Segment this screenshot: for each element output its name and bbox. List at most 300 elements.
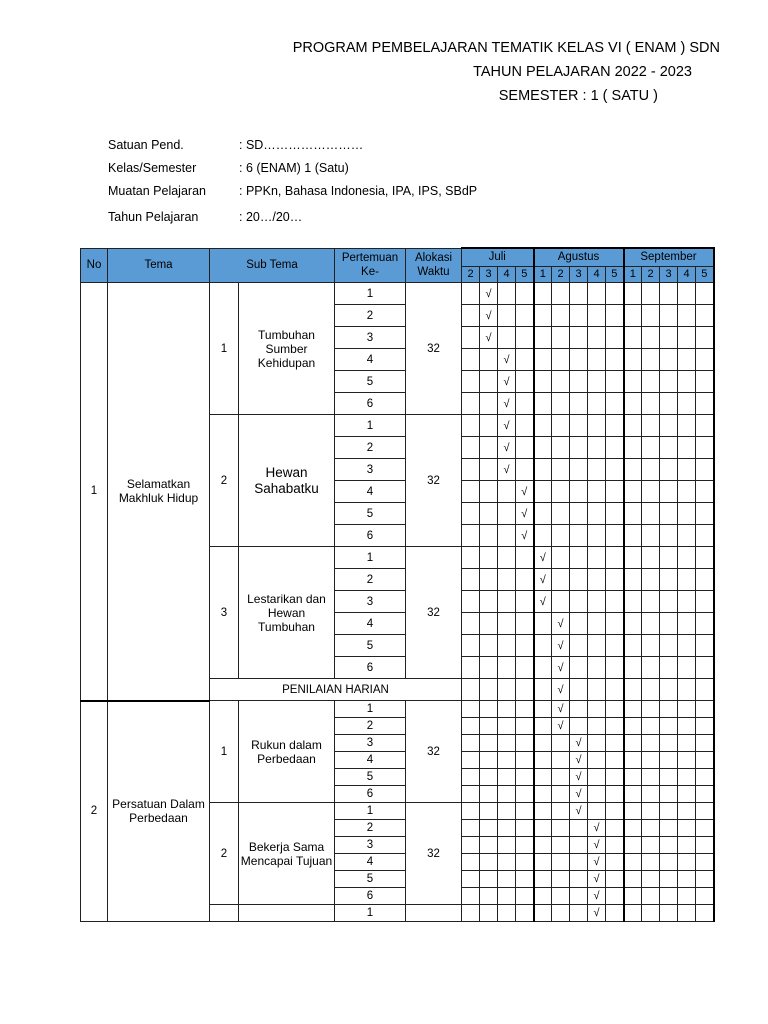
week-cell	[642, 871, 660, 888]
title-line-1: PROGRAM PEMBELAJARAN TEMATIK KELAS VI ( ENAM ) SDN	[292, 40, 720, 56]
week-cell	[480, 871, 498, 888]
week-cell	[570, 871, 588, 888]
tema-name: Selamatkan Makhluk Hidup	[108, 283, 210, 701]
week-cell	[534, 283, 552, 305]
week-cell	[462, 837, 480, 854]
week-cell	[660, 459, 678, 481]
week-cell	[588, 591, 606, 613]
check-mark: √	[570, 769, 588, 786]
pertemuan-cell: 5	[335, 769, 406, 786]
week-cell	[624, 888, 642, 905]
meta-row-tahun	[108, 206, 477, 229]
check-mark: √	[588, 871, 606, 888]
week-cell	[678, 305, 696, 327]
meta-row-satuan	[108, 134, 477, 157]
week-cell	[570, 371, 588, 393]
week-cell	[570, 283, 588, 305]
week-cell	[498, 905, 516, 922]
week-cell	[552, 837, 570, 854]
week-cell	[516, 786, 534, 803]
week-cell	[462, 735, 480, 752]
pertemuan-cell: 5	[335, 871, 406, 888]
week-cell	[606, 752, 624, 769]
week-cell	[498, 547, 516, 569]
week-cell	[624, 679, 642, 701]
week-cell	[624, 657, 642, 679]
subtema-number: 2	[210, 803, 239, 905]
week-cell	[642, 701, 660, 718]
week-cell	[678, 283, 696, 305]
week-cell	[660, 525, 678, 547]
header-tema: Tema	[108, 248, 210, 283]
week-cell	[588, 635, 606, 657]
week-cell	[678, 371, 696, 393]
week-cell	[642, 803, 660, 820]
pertemuan-cell: 3	[335, 591, 406, 613]
week-cell	[516, 837, 534, 854]
week-cell	[498, 657, 516, 679]
week-cell	[678, 547, 696, 569]
week-cell	[462, 888, 480, 905]
week-cell	[534, 803, 552, 820]
week-cell	[678, 803, 696, 820]
week-cell	[516, 718, 534, 735]
check-mark: √	[498, 459, 516, 481]
week-cell	[678, 871, 696, 888]
week-cell	[462, 591, 480, 613]
week-cell	[624, 786, 642, 803]
week-cell	[516, 635, 534, 657]
header-week: 4	[588, 267, 606, 283]
week-cell	[588, 503, 606, 525]
week-cell	[480, 735, 498, 752]
pertemuan-cell: 1	[335, 547, 406, 569]
week-cell	[498, 679, 516, 701]
week-cell	[660, 547, 678, 569]
week-cell	[624, 871, 642, 888]
week-cell	[570, 701, 588, 718]
week-cell	[624, 415, 642, 437]
week-cell	[606, 569, 624, 591]
week-cell	[516, 888, 534, 905]
week-cell	[642, 854, 660, 871]
header-week: 4	[678, 267, 696, 283]
week-cell	[516, 283, 534, 305]
week-cell	[660, 613, 678, 635]
week-cell	[588, 393, 606, 415]
week-cell	[606, 871, 624, 888]
subtema-number	[210, 905, 239, 922]
week-cell	[534, 393, 552, 415]
week-cell	[660, 769, 678, 786]
schedule-row	[81, 701, 714, 718]
week-cell	[480, 459, 498, 481]
week-cell	[624, 701, 642, 718]
week-cell	[642, 503, 660, 525]
week-cell	[516, 905, 534, 922]
week-cell	[678, 437, 696, 459]
week-cell	[516, 459, 534, 481]
header-pertemuan: Pertemuan Ke-	[335, 248, 406, 283]
week-cell	[480, 837, 498, 854]
week-cell	[642, 437, 660, 459]
week-cell	[642, 547, 660, 569]
week-cell	[696, 679, 714, 701]
week-cell	[642, 327, 660, 349]
week-cell	[624, 371, 642, 393]
subtema-name	[239, 905, 335, 922]
week-cell	[624, 635, 642, 657]
week-cell	[498, 854, 516, 871]
week-cell	[570, 415, 588, 437]
week-cell	[642, 820, 660, 837]
week-cell	[588, 569, 606, 591]
week-cell	[534, 525, 552, 547]
meta-row-kelas	[108, 157, 477, 180]
week-cell	[534, 871, 552, 888]
week-cell	[588, 349, 606, 371]
check-mark: √	[570, 752, 588, 769]
week-cell	[642, 525, 660, 547]
week-cell	[624, 437, 642, 459]
week-cell	[660, 349, 678, 371]
meta-label: Kelas/Semester	[108, 161, 197, 175]
week-cell	[606, 769, 624, 786]
week-cell	[480, 888, 498, 905]
week-cell	[534, 459, 552, 481]
week-cell	[462, 752, 480, 769]
week-cell	[606, 371, 624, 393]
week-cell	[462, 283, 480, 305]
week-cell	[498, 305, 516, 327]
meta-label: Satuan Pend.	[108, 138, 184, 152]
week-cell	[516, 591, 534, 613]
week-cell	[696, 569, 714, 591]
alokasi-cell: 32	[406, 283, 462, 415]
week-cell	[534, 786, 552, 803]
week-cell	[516, 415, 534, 437]
week-cell	[570, 718, 588, 735]
week-cell	[606, 613, 624, 635]
tema-name: Persatuan Dalam Perbedaan	[108, 701, 210, 922]
week-cell	[660, 371, 678, 393]
week-cell	[462, 871, 480, 888]
meta-row-muatan	[108, 180, 477, 203]
week-cell	[462, 459, 480, 481]
week-cell	[534, 735, 552, 752]
week-cell	[516, 547, 534, 569]
week-cell	[606, 481, 624, 503]
pertemuan-cell: 2	[335, 820, 406, 837]
week-cell	[624, 547, 642, 569]
week-cell	[642, 786, 660, 803]
week-cell	[660, 718, 678, 735]
week-cell	[480, 415, 498, 437]
week-cell	[516, 752, 534, 769]
week-cell	[678, 657, 696, 679]
week-cell	[516, 820, 534, 837]
week-cell	[498, 283, 516, 305]
title-line-2: TAHUN PELAJARAN 2022 - 2023	[473, 64, 692, 80]
pertemuan-cell: 2	[335, 437, 406, 459]
week-cell	[534, 349, 552, 371]
week-cell	[498, 769, 516, 786]
week-cell	[552, 752, 570, 769]
week-cell	[606, 283, 624, 305]
week-cell	[552, 803, 570, 820]
week-cell	[624, 459, 642, 481]
week-cell	[588, 613, 606, 635]
week-cell	[462, 905, 480, 922]
week-cell	[498, 786, 516, 803]
header-month: Agustus	[534, 248, 624, 267]
week-cell	[678, 905, 696, 922]
week-cell	[696, 752, 714, 769]
week-cell	[588, 679, 606, 701]
week-cell	[534, 481, 552, 503]
week-cell	[642, 591, 660, 613]
week-cell	[534, 415, 552, 437]
subtema-number: 2	[210, 415, 239, 547]
week-cell	[624, 752, 642, 769]
week-cell	[696, 371, 714, 393]
subtema-name: Rukun dalam Perbedaan	[239, 701, 335, 803]
pertemuan-cell: 5	[335, 503, 406, 525]
week-cell	[696, 854, 714, 871]
week-cell	[480, 905, 498, 922]
week-cell	[552, 349, 570, 371]
week-cell	[642, 459, 660, 481]
pertemuan-cell: 1	[335, 701, 406, 718]
week-cell	[588, 371, 606, 393]
week-cell	[498, 871, 516, 888]
subtema-name: Bekerja Sama Mencapai Tujuan	[239, 803, 335, 905]
week-cell	[462, 635, 480, 657]
header-month: September	[624, 248, 714, 267]
week-cell	[480, 854, 498, 871]
week-cell	[462, 371, 480, 393]
meta-label: Tahun Pelajaran	[108, 210, 199, 224]
week-cell	[552, 437, 570, 459]
week-cell	[498, 481, 516, 503]
week-cell	[516, 735, 534, 752]
week-cell	[552, 786, 570, 803]
week-cell	[642, 635, 660, 657]
alokasi-cell: 32	[406, 415, 462, 547]
week-cell	[570, 305, 588, 327]
pertemuan-cell: 3	[335, 735, 406, 752]
week-cell	[534, 437, 552, 459]
pertemuan-cell: 1	[335, 415, 406, 437]
week-cell	[624, 854, 642, 871]
header-subtema: Sub Tema	[210, 248, 335, 283]
week-cell	[588, 481, 606, 503]
week-cell	[570, 837, 588, 854]
week-cell	[678, 327, 696, 349]
week-cell	[552, 854, 570, 871]
week-cell	[696, 327, 714, 349]
pertemuan-cell: 4	[335, 752, 406, 769]
week-cell	[480, 547, 498, 569]
week-cell	[588, 459, 606, 481]
week-cell	[678, 569, 696, 591]
check-mark: √	[498, 349, 516, 371]
subtema-number: 1	[210, 701, 239, 803]
meta-label: Muatan Pelajaran	[108, 184, 206, 198]
week-cell	[480, 503, 498, 525]
week-cell	[480, 525, 498, 547]
week-cell	[588, 718, 606, 735]
check-mark: √	[552, 718, 570, 735]
week-cell	[696, 437, 714, 459]
week-cell	[660, 905, 678, 922]
week-cell	[588, 786, 606, 803]
week-cell	[570, 459, 588, 481]
week-cell	[696, 349, 714, 371]
week-cell	[480, 349, 498, 371]
check-mark: √	[480, 305, 498, 327]
week-cell	[480, 786, 498, 803]
week-cell	[696, 803, 714, 820]
week-cell	[660, 679, 678, 701]
week-cell	[660, 327, 678, 349]
week-cell	[462, 305, 480, 327]
week-cell	[696, 701, 714, 718]
week-cell	[552, 820, 570, 837]
week-cell	[606, 701, 624, 718]
check-mark: √	[552, 679, 570, 701]
week-cell	[498, 752, 516, 769]
week-cell	[570, 613, 588, 635]
week-cell	[462, 437, 480, 459]
week-cell	[462, 786, 480, 803]
header-week: 3	[480, 267, 498, 283]
week-cell	[462, 657, 480, 679]
alokasi-cell: 32	[406, 547, 462, 679]
week-cell	[624, 837, 642, 854]
week-cell	[498, 525, 516, 547]
pertemuan-cell: 1	[335, 905, 406, 922]
week-cell	[552, 905, 570, 922]
week-cell	[660, 871, 678, 888]
header-week: 4	[498, 267, 516, 283]
week-cell	[624, 393, 642, 415]
week-cell	[516, 769, 534, 786]
week-cell	[696, 820, 714, 837]
week-cell	[660, 569, 678, 591]
week-cell	[606, 657, 624, 679]
week-cell	[534, 701, 552, 718]
week-cell	[480, 481, 498, 503]
header-week: 5	[606, 267, 624, 283]
week-cell	[588, 415, 606, 437]
week-cell	[552, 591, 570, 613]
week-cell	[534, 371, 552, 393]
week-cell	[480, 591, 498, 613]
week-cell	[642, 371, 660, 393]
week-cell	[678, 679, 696, 701]
week-cell	[678, 786, 696, 803]
week-cell	[498, 837, 516, 854]
check-mark: √	[498, 393, 516, 415]
week-cell	[678, 854, 696, 871]
document-title	[0, 36, 720, 108]
week-cell	[498, 569, 516, 591]
header-week: 3	[570, 267, 588, 283]
week-cell	[462, 547, 480, 569]
week-cell	[480, 679, 498, 701]
week-cell	[480, 635, 498, 657]
week-cell	[516, 371, 534, 393]
week-cell	[480, 701, 498, 718]
week-cell	[534, 854, 552, 871]
week-cell	[678, 701, 696, 718]
week-cell	[516, 679, 534, 701]
week-cell	[642, 613, 660, 635]
check-mark: √	[534, 547, 552, 569]
week-cell	[534, 305, 552, 327]
week-cell	[660, 735, 678, 752]
week-cell	[624, 305, 642, 327]
week-cell	[552, 735, 570, 752]
pertemuan-cell: 6	[335, 786, 406, 803]
header-row	[81, 248, 714, 267]
week-cell	[642, 718, 660, 735]
week-cell	[696, 871, 714, 888]
header-week: 3	[660, 267, 678, 283]
week-cell	[678, 349, 696, 371]
week-cell	[624, 569, 642, 591]
week-cell	[606, 635, 624, 657]
check-mark: √	[570, 803, 588, 820]
week-cell	[462, 679, 480, 701]
pertemuan-cell: 2	[335, 718, 406, 735]
week-cell	[462, 503, 480, 525]
check-mark: √	[588, 888, 606, 905]
check-mark: √	[588, 837, 606, 854]
week-cell	[606, 888, 624, 905]
week-cell	[552, 481, 570, 503]
week-cell	[606, 327, 624, 349]
check-mark: √	[534, 569, 552, 591]
week-cell	[462, 415, 480, 437]
week-cell	[624, 327, 642, 349]
week-cell	[462, 820, 480, 837]
check-mark: √	[588, 905, 606, 922]
week-cell	[462, 854, 480, 871]
week-cell	[678, 888, 696, 905]
week-cell	[516, 854, 534, 871]
week-cell	[606, 905, 624, 922]
week-cell	[642, 569, 660, 591]
week-cell	[534, 769, 552, 786]
header-week: 5	[516, 267, 534, 283]
week-cell	[660, 503, 678, 525]
week-cell	[660, 415, 678, 437]
penilaian-label: PENILAIAN HARIAN	[210, 679, 462, 701]
week-cell	[642, 769, 660, 786]
week-cell	[516, 569, 534, 591]
week-cell	[498, 503, 516, 525]
week-cell	[696, 393, 714, 415]
week-cell	[588, 327, 606, 349]
check-mark: √	[570, 735, 588, 752]
week-cell	[678, 837, 696, 854]
pertemuan-cell: 1	[335, 283, 406, 305]
pertemuan-cell: 4	[335, 349, 406, 371]
week-cell	[552, 525, 570, 547]
week-cell	[462, 803, 480, 820]
